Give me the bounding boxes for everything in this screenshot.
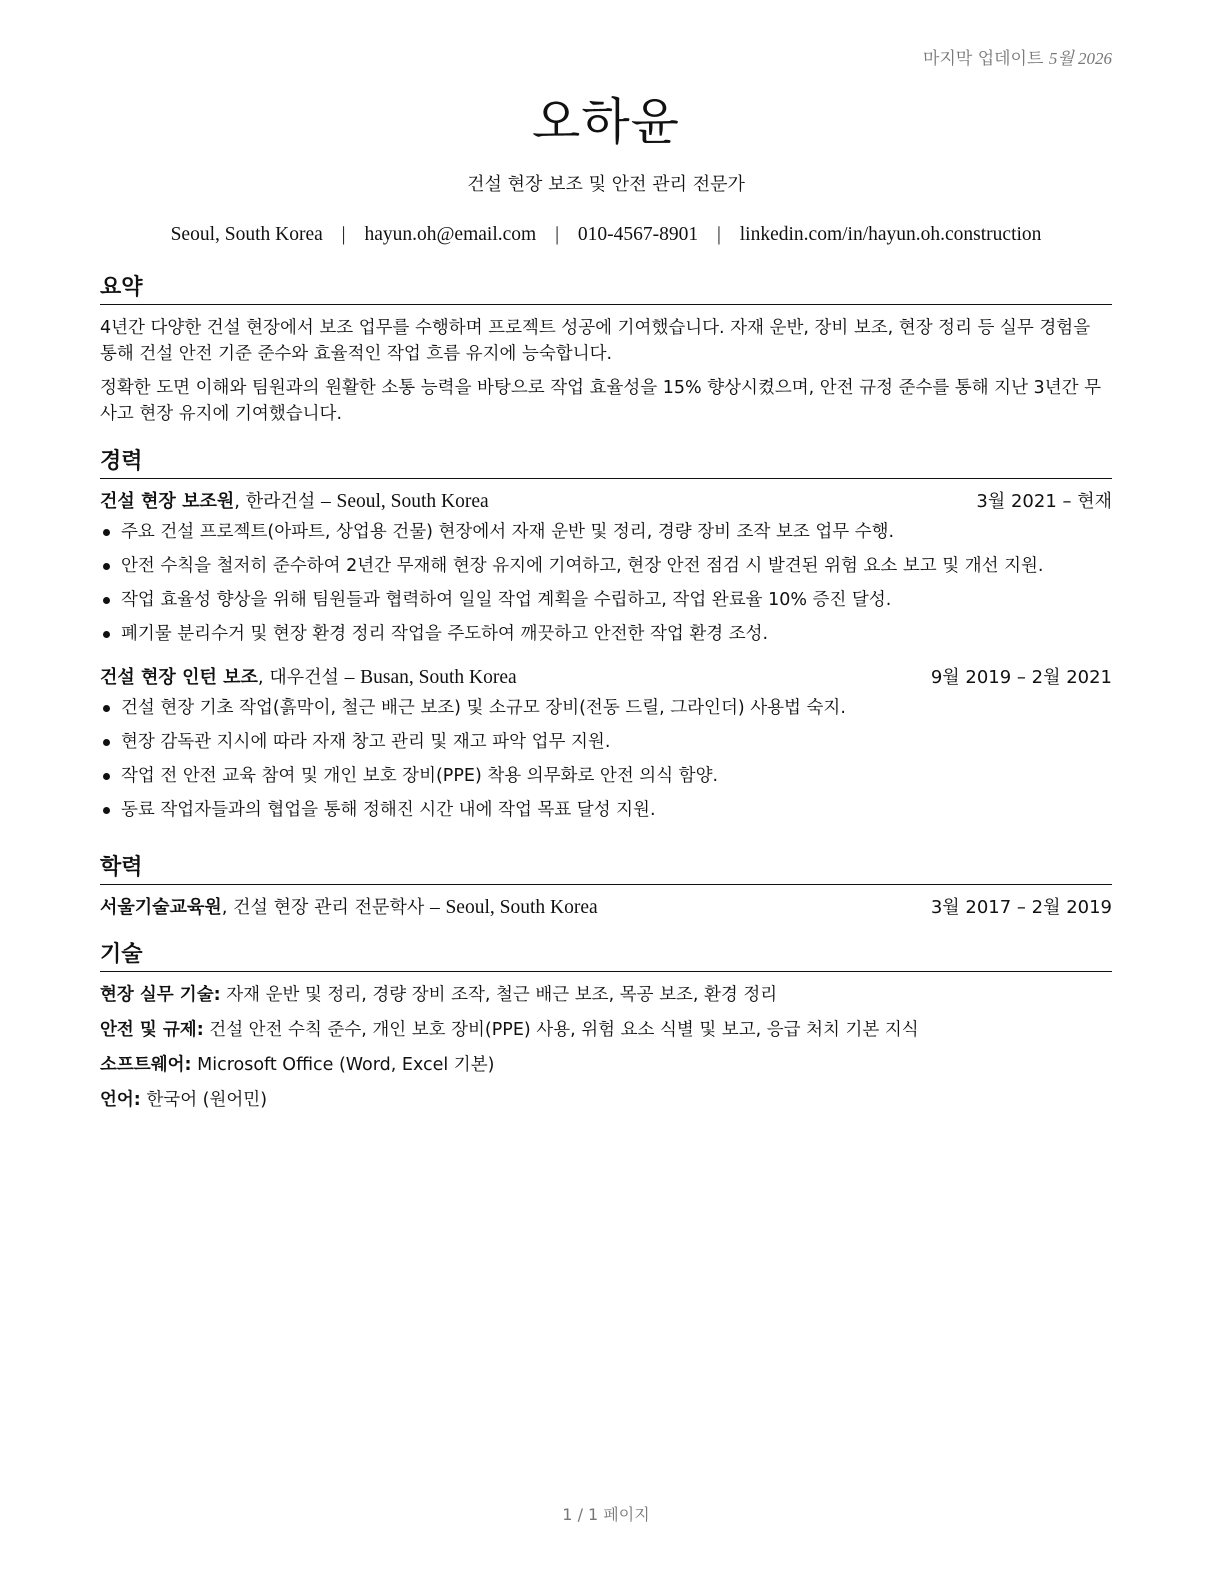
contact-phone: 010-4567-8901 (577, 224, 699, 245)
school-name: 서울기술교육원 (100, 897, 222, 918)
contact-email[interactable]: hayun.oh@email.com (364, 224, 537, 245)
bullet-icon (103, 597, 110, 604)
job-role: 건설 현장 보조원 (100, 491, 235, 512)
bullet-icon (103, 807, 110, 814)
summary-paragraph: 4년간 다양한 건설 현장에서 보조 업무를 수행하며 프로젝트 성공에 기여했습니다. 자재 운반, 장비 보조, 현장 정리 등 실무 경험을 통해 건설 안전 기준 준수와 효율적인 작업 흐름 유지에 능숙합니다. (100, 318, 1091, 364)
education-location: Seoul, South Korea (445, 897, 598, 918)
skill-row (100, 982, 1112, 1008)
bullet-icon (103, 705, 110, 712)
job-bullets (100, 519, 1112, 647)
last-updated (923, 44, 1112, 69)
skill-label: 현장 실무 기술: (100, 985, 221, 1005)
summary-paragraph: 정확한 도면 이해와 팀원과의 원활한 소통 능력을 바탕으로 작업 효율성을 15% 향상시켰으며, 안전 규정 준수를 통해 지난 3년간 무사고 현장 유지에 기여했습니다. (100, 378, 1101, 424)
contact-line (60, 224, 1152, 246)
education-dash: – (429, 897, 440, 918)
list-item (100, 553, 1112, 579)
bullet-text: 작업 효율성 향상을 위해 팀원들과 협력하여 일일 작업 계획을 수립하고, 작업 완료율 10% 증진 달성. (121, 590, 892, 610)
skill-row (100, 1052, 1112, 1078)
job-header (100, 489, 1112, 515)
bullet-icon (103, 773, 110, 780)
skill-row (100, 1087, 1112, 1113)
list-item (100, 797, 1112, 823)
section-title-education: 학력 (100, 854, 1112, 885)
bullet-text: 안전 수칙을 철저히 준수하여 2년간 무재해 현장 유지에 기여하고, 현장 안전 점검 시 발견된 위험 요소 보고 및 개선 지원. (121, 556, 1044, 576)
skill-label: 안전 및 규제: (100, 1020, 204, 1040)
section-title-experience: 경력 (100, 448, 1112, 479)
list-item (100, 587, 1112, 613)
list-item (100, 621, 1112, 647)
job-location: Seoul, South Korea (336, 491, 489, 512)
list-item (100, 519, 1112, 545)
bullet-icon (103, 529, 110, 536)
job-title-line: 건설 현장 보조원, 한라건설 – Seoul, South Korea (100, 491, 489, 512)
summary-section (100, 274, 1112, 435)
skills-section (100, 941, 1112, 1122)
contact-separator: | (555, 224, 559, 245)
job-dates: 9월 2019 – 2월 2021 (930, 667, 1112, 688)
bullet-text: 폐기물 분리수거 및 현장 환경 정리 작업을 주도하여 깨끗하고 안전한 작업 환경 조성. (121, 624, 769, 644)
job-company: 대우건설 (269, 667, 339, 688)
contact-separator: | (716, 224, 721, 245)
skill-value: 한국어 (원어민) (146, 1090, 268, 1110)
contact-location: Seoul, South Korea (170, 224, 323, 245)
bullet-icon (103, 563, 110, 570)
job-dash: – (344, 667, 355, 688)
job-dates: 3월 2021 – 현재 (976, 491, 1112, 512)
page-indicator: 1 / 1 페이지 (562, 1505, 650, 1524)
section-title-skills: 기술 (100, 941, 1112, 972)
bullet-text: 동료 작업자들과의 협업을 통해 정해진 시간 내에 작업 목표 달성 지원. (121, 800, 656, 820)
last-updated-label: 마지막 업데이트 (923, 49, 1044, 69)
candidate-headline: 건설 현장 보조 및 안전 관리 전문가 (467, 174, 745, 195)
job-dash: – (321, 491, 331, 512)
bullet-icon (103, 739, 110, 746)
section-title-summary: 요약 (100, 274, 1112, 305)
job-company: 한라건설 (245, 491, 316, 512)
education-section (100, 854, 1112, 921)
contact-linkedin[interactable]: linkedin.com/in/hayun.oh.construction (739, 224, 1042, 245)
skill-value: Microsoft Office (Word, Excel 기본) (197, 1055, 495, 1075)
skill-value: 건설 안전 수칙 준수, 개인 보호 장비(PPE) 사용, 위험 요소 식별 및 보고, 응급 처치 기본 지식 (209, 1020, 919, 1040)
bullet-text: 현장 감독관 지시에 따라 자재 창고 관리 및 재고 파악 업무 지원. (121, 732, 611, 752)
list-item (100, 695, 1112, 721)
bullet-text: 건설 현장 기초 작업(흙막이, 철근 배근 보조) 및 소규모 장비(전동 드릴, 그라인더) 사용법 숙지. (121, 698, 846, 718)
last-updated-date: 5월 2026 (1048, 49, 1112, 68)
resume-page (100, 0, 1112, 1584)
list-item (100, 729, 1112, 755)
skill-label: 언어: (100, 1090, 141, 1110)
candidate-name: 오하윤 (532, 93, 680, 151)
experience-section (100, 448, 1112, 831)
job-title-line: 건설 현장 인턴 보조, 대우건설 – Busan, South Korea (100, 667, 517, 688)
bullet-text: 작업 전 안전 교육 참여 및 개인 보호 장비(PPE) 착용 의무화로 안전 의식 함양. (121, 766, 719, 786)
education-dates: 3월 2017 – 2월 2019 (930, 897, 1112, 918)
job-entry (100, 665, 1112, 823)
job-role: 건설 현장 인턴 보조 (100, 667, 258, 688)
skill-row (100, 1017, 1112, 1043)
bullet-text: 주요 건설 프로젝트(아파트, 상업용 건물) 현장에서 자재 운반 및 정리, 경량 장비 조작 보조 업무 수행. (121, 522, 895, 542)
education-entry (100, 895, 1112, 921)
job-entry (100, 489, 1112, 647)
degree: 건설 현장 관리 전문학사 (233, 897, 425, 918)
job-bullets (100, 695, 1112, 823)
list-item (100, 763, 1112, 789)
bullet-icon (103, 631, 110, 638)
job-location: Busan, South Korea (360, 667, 517, 688)
skill-label: 소프트웨어: (100, 1055, 192, 1075)
skill-value: 자재 운반 및 정리, 경량 장비 조작, 철근 배근 보조, 목공 보조, 환경 정리 (226, 985, 778, 1005)
contact-separator: | (341, 224, 346, 245)
job-header (100, 665, 1112, 691)
education-line: 서울기술교육원, 건설 현장 관리 전문학사 – Seoul, South Korea (100, 897, 598, 918)
